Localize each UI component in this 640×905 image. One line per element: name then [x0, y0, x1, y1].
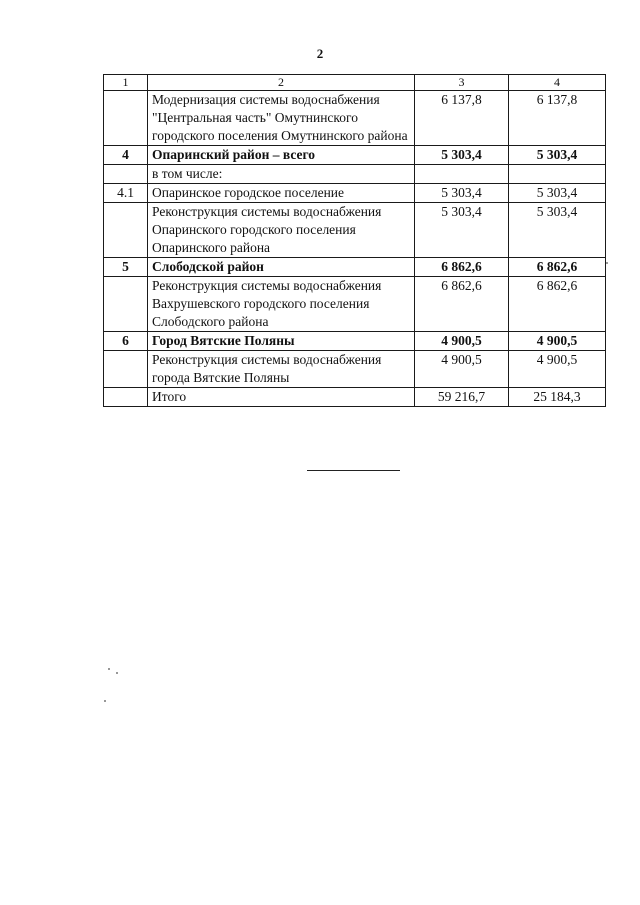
row-number: [104, 351, 148, 388]
row-value-4: 4 900,5: [509, 351, 606, 388]
table-row: [104, 351, 606, 388]
row-name: Опаринский район – всего: [148, 146, 415, 165]
row-value-3: 5 303,4: [415, 146, 509, 165]
row-value-3: 6 862,6: [415, 258, 509, 277]
budget-table: [103, 74, 606, 407]
row-value-4: 4 900,5: [509, 332, 606, 351]
table-row: [104, 146, 606, 165]
row-name: Реконструкция системы водоснабжения Опаринского городского поселения Опаринского района: [148, 203, 415, 258]
row-value-3: 4 900,5: [415, 351, 509, 388]
row-value-3: 4 900,5: [415, 332, 509, 351]
row-number: [104, 91, 148, 146]
scan-speck: [104, 700, 106, 702]
table-row: [104, 332, 606, 351]
row-number: 4: [104, 146, 148, 165]
row-number: 5: [104, 258, 148, 277]
row-number: [104, 277, 148, 332]
row-name: Итого: [148, 388, 415, 407]
closing-divider-line: [307, 470, 400, 471]
scan-speck: [606, 262, 608, 264]
row-value-4: 5 303,4: [509, 203, 606, 258]
table-row: [104, 258, 606, 277]
row-value-3: 5 303,4: [415, 184, 509, 203]
row-name: Город Вятские Поляны: [148, 332, 415, 351]
scan-speck: [108, 668, 110, 670]
row-value-4: 5 303,4: [509, 146, 606, 165]
table-row: [104, 203, 606, 258]
table-row: [104, 184, 606, 203]
scan-speck: [116, 672, 118, 674]
row-value-3: 5 303,4: [415, 203, 509, 258]
row-value-4: 6 862,6: [509, 258, 606, 277]
row-number: [104, 165, 148, 184]
row-name: в том числе:: [148, 165, 415, 184]
row-value-3: 6 862,6: [415, 277, 509, 332]
row-value-4: 6 137,8: [509, 91, 606, 146]
table-row-total: [104, 388, 606, 407]
row-number: 6: [104, 332, 148, 351]
row-value-4: 6 862,6: [509, 277, 606, 332]
row-value-4: [509, 165, 606, 184]
header-col-4: 4: [509, 75, 606, 91]
header-col-1: 1: [104, 75, 148, 91]
table-row: [104, 91, 606, 146]
row-value-4: 25 184,3: [509, 388, 606, 407]
row-value-3: [415, 165, 509, 184]
row-name: Реконструкция системы водоснабжения Вахрушевского городского поселения Слободского района: [148, 277, 415, 332]
table-header-row: [104, 75, 606, 91]
row-value-4: 5 303,4: [509, 184, 606, 203]
row-value-3: 59 216,7: [415, 388, 509, 407]
table-row: [104, 165, 606, 184]
row-number: [104, 203, 148, 258]
page-number: 2: [316, 46, 324, 61]
table-row: [104, 277, 606, 332]
row-name: Опаринское городское поселение: [148, 184, 415, 203]
row-name: Модернизация системы водоснабжения "Центральная часть" Омутнинского городского поселения Омутнинского района: [148, 91, 415, 146]
header-col-3: 3: [415, 75, 509, 91]
header-col-2: 2: [148, 75, 415, 91]
row-name: Реконструкция системы водоснабжения города Вятские Поляны: [148, 351, 415, 388]
row-number: 4.1: [104, 184, 148, 203]
row-value-3: 6 137,8: [415, 91, 509, 146]
row-number: [104, 388, 148, 407]
row-name: Слободской район: [148, 258, 415, 277]
